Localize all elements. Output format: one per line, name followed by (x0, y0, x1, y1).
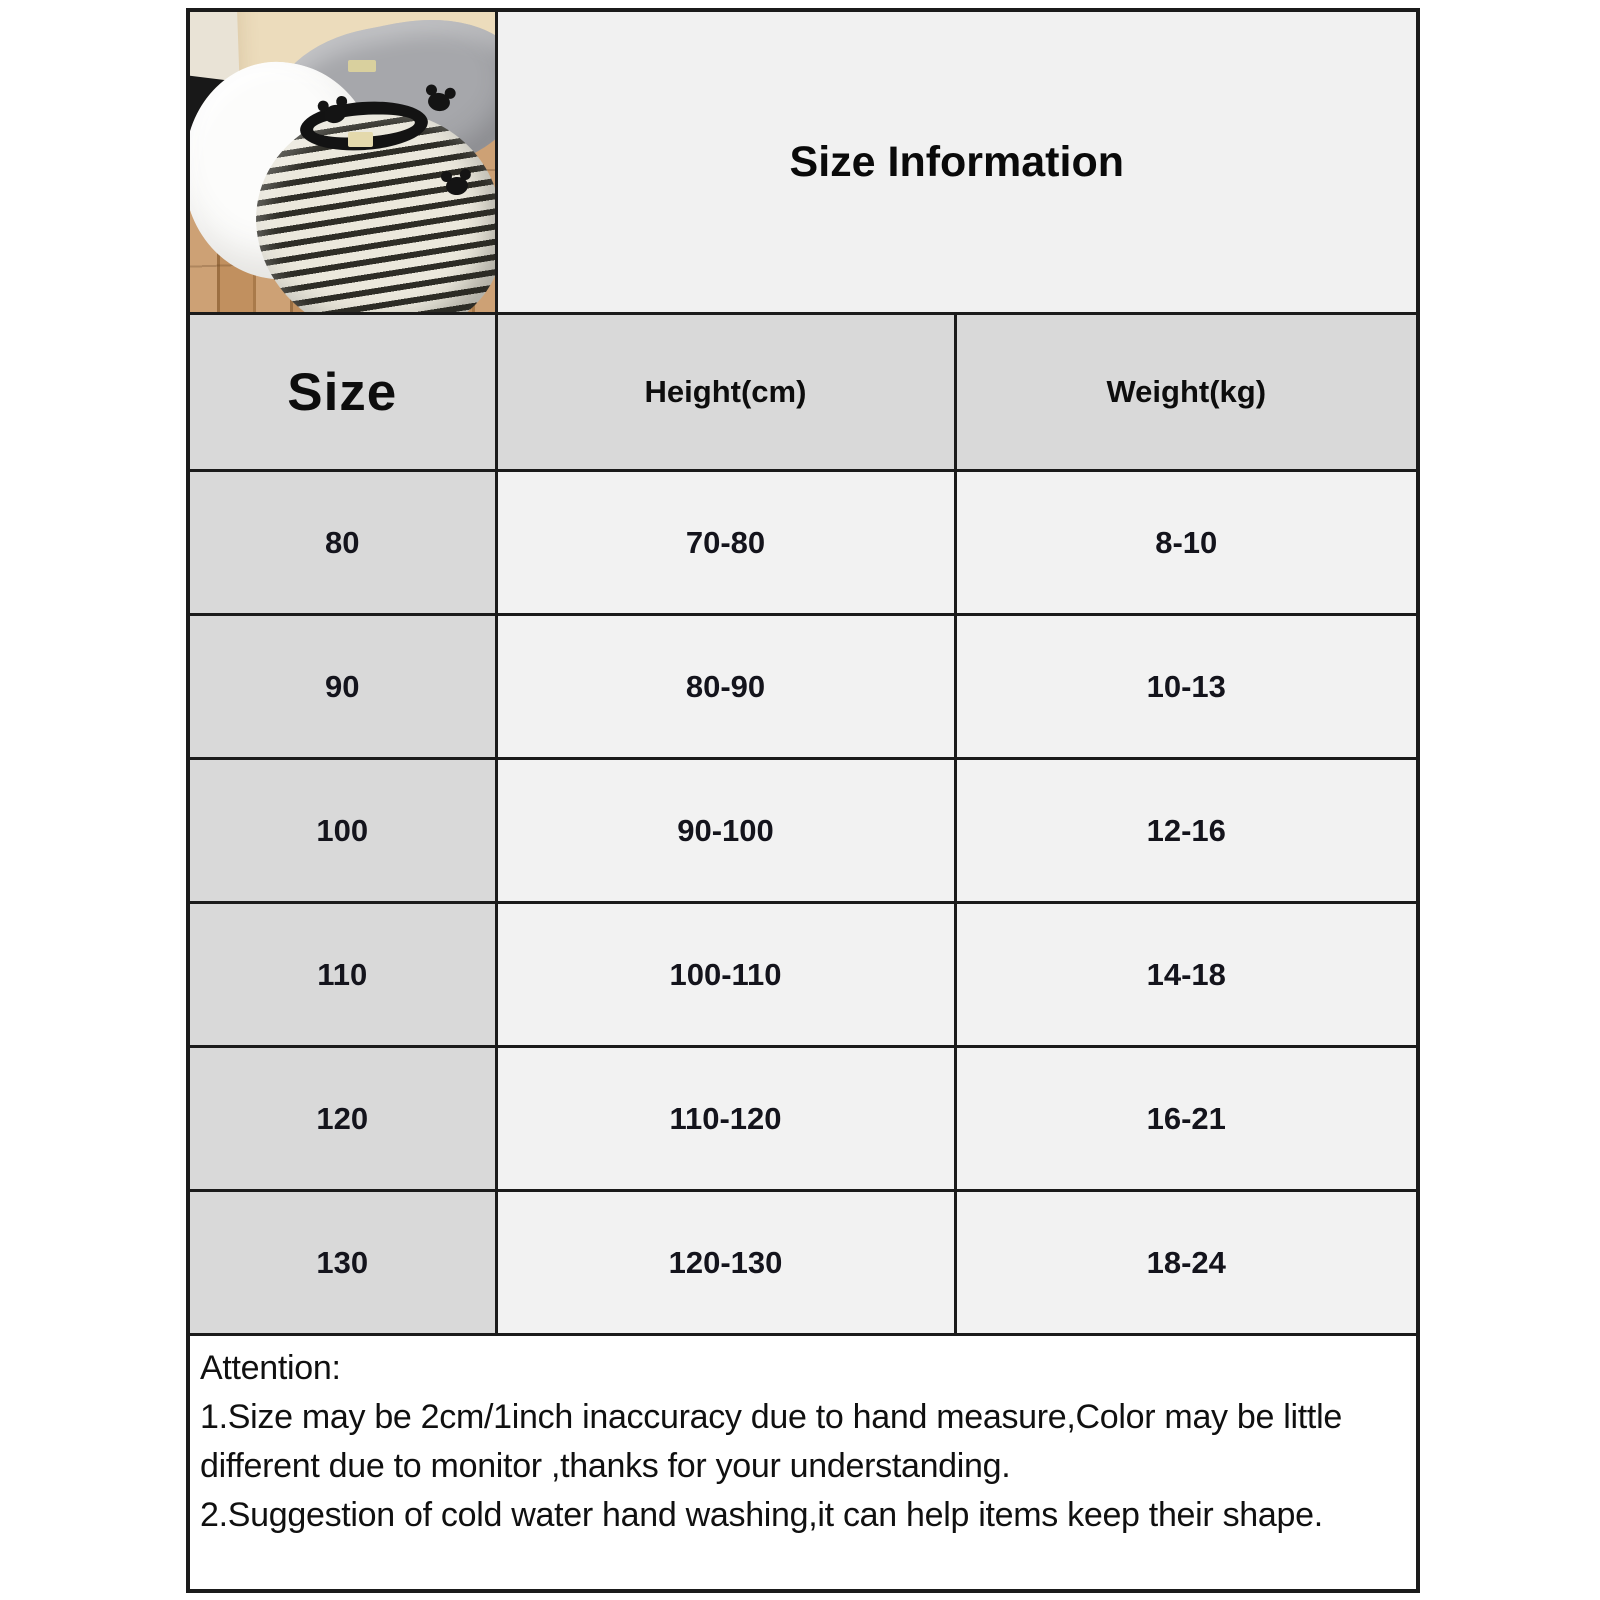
attention-note: 1.Size may be 2cm/1inch inaccuracy due to hand measure,Color may be little different due to monitor ,thanks for your understanding. (200, 1397, 1342, 1485)
cell-height: 90-100 (496, 759, 955, 903)
cell-height: 80-90 (496, 615, 955, 759)
table-row (188, 471, 1418, 615)
cell-size: 100 (188, 759, 496, 903)
collar-tag (348, 132, 372, 147)
table-row (188, 903, 1418, 1047)
cell-size: 90 (188, 615, 496, 759)
table-row (188, 1047, 1418, 1191)
cell-size: 130 (188, 1191, 496, 1335)
header-weight: Weight(kg) (955, 314, 1418, 471)
table-header-row (188, 314, 1418, 471)
attention-note: 2.Suggestion of cold water hand washing,it can help items keep their shape. (200, 1495, 1323, 1534)
cell-height: 100-110 (496, 903, 955, 1047)
attention-heading: Attention: (200, 1349, 341, 1387)
cell-weight: 8-10 (955, 471, 1418, 615)
cell-weight: 14-18 (955, 903, 1418, 1047)
cell-weight: 18-24 (955, 1191, 1418, 1335)
header-size: Size (188, 314, 496, 471)
table-row (188, 615, 1418, 759)
cell-height: 70-80 (496, 471, 955, 615)
size-table (186, 8, 1420, 1593)
attention-row (188, 1335, 1418, 1591)
cell-height: 110-120 (496, 1047, 955, 1191)
title-cell (496, 10, 1418, 314)
table-row (188, 1191, 1418, 1335)
page-title: Size Information (789, 137, 1124, 186)
photo-title-row (188, 10, 1418, 314)
product-photo (190, 12, 495, 312)
cell-height: 120-130 (496, 1191, 955, 1335)
cell-weight: 16-21 (955, 1047, 1418, 1191)
cell-size: 80 (188, 471, 496, 615)
table-row (188, 759, 1418, 903)
cell-weight: 10-13 (955, 615, 1418, 759)
cell-size: 110 (188, 903, 496, 1047)
cell-weight: 12-16 (955, 759, 1418, 903)
attention-section (188, 1335, 1418, 1591)
header-height: Height(cm) (496, 314, 955, 471)
gray-sweatshirt-label (348, 60, 375, 72)
cell-size: 120 (188, 1047, 496, 1191)
product-photo-cell (188, 10, 496, 314)
